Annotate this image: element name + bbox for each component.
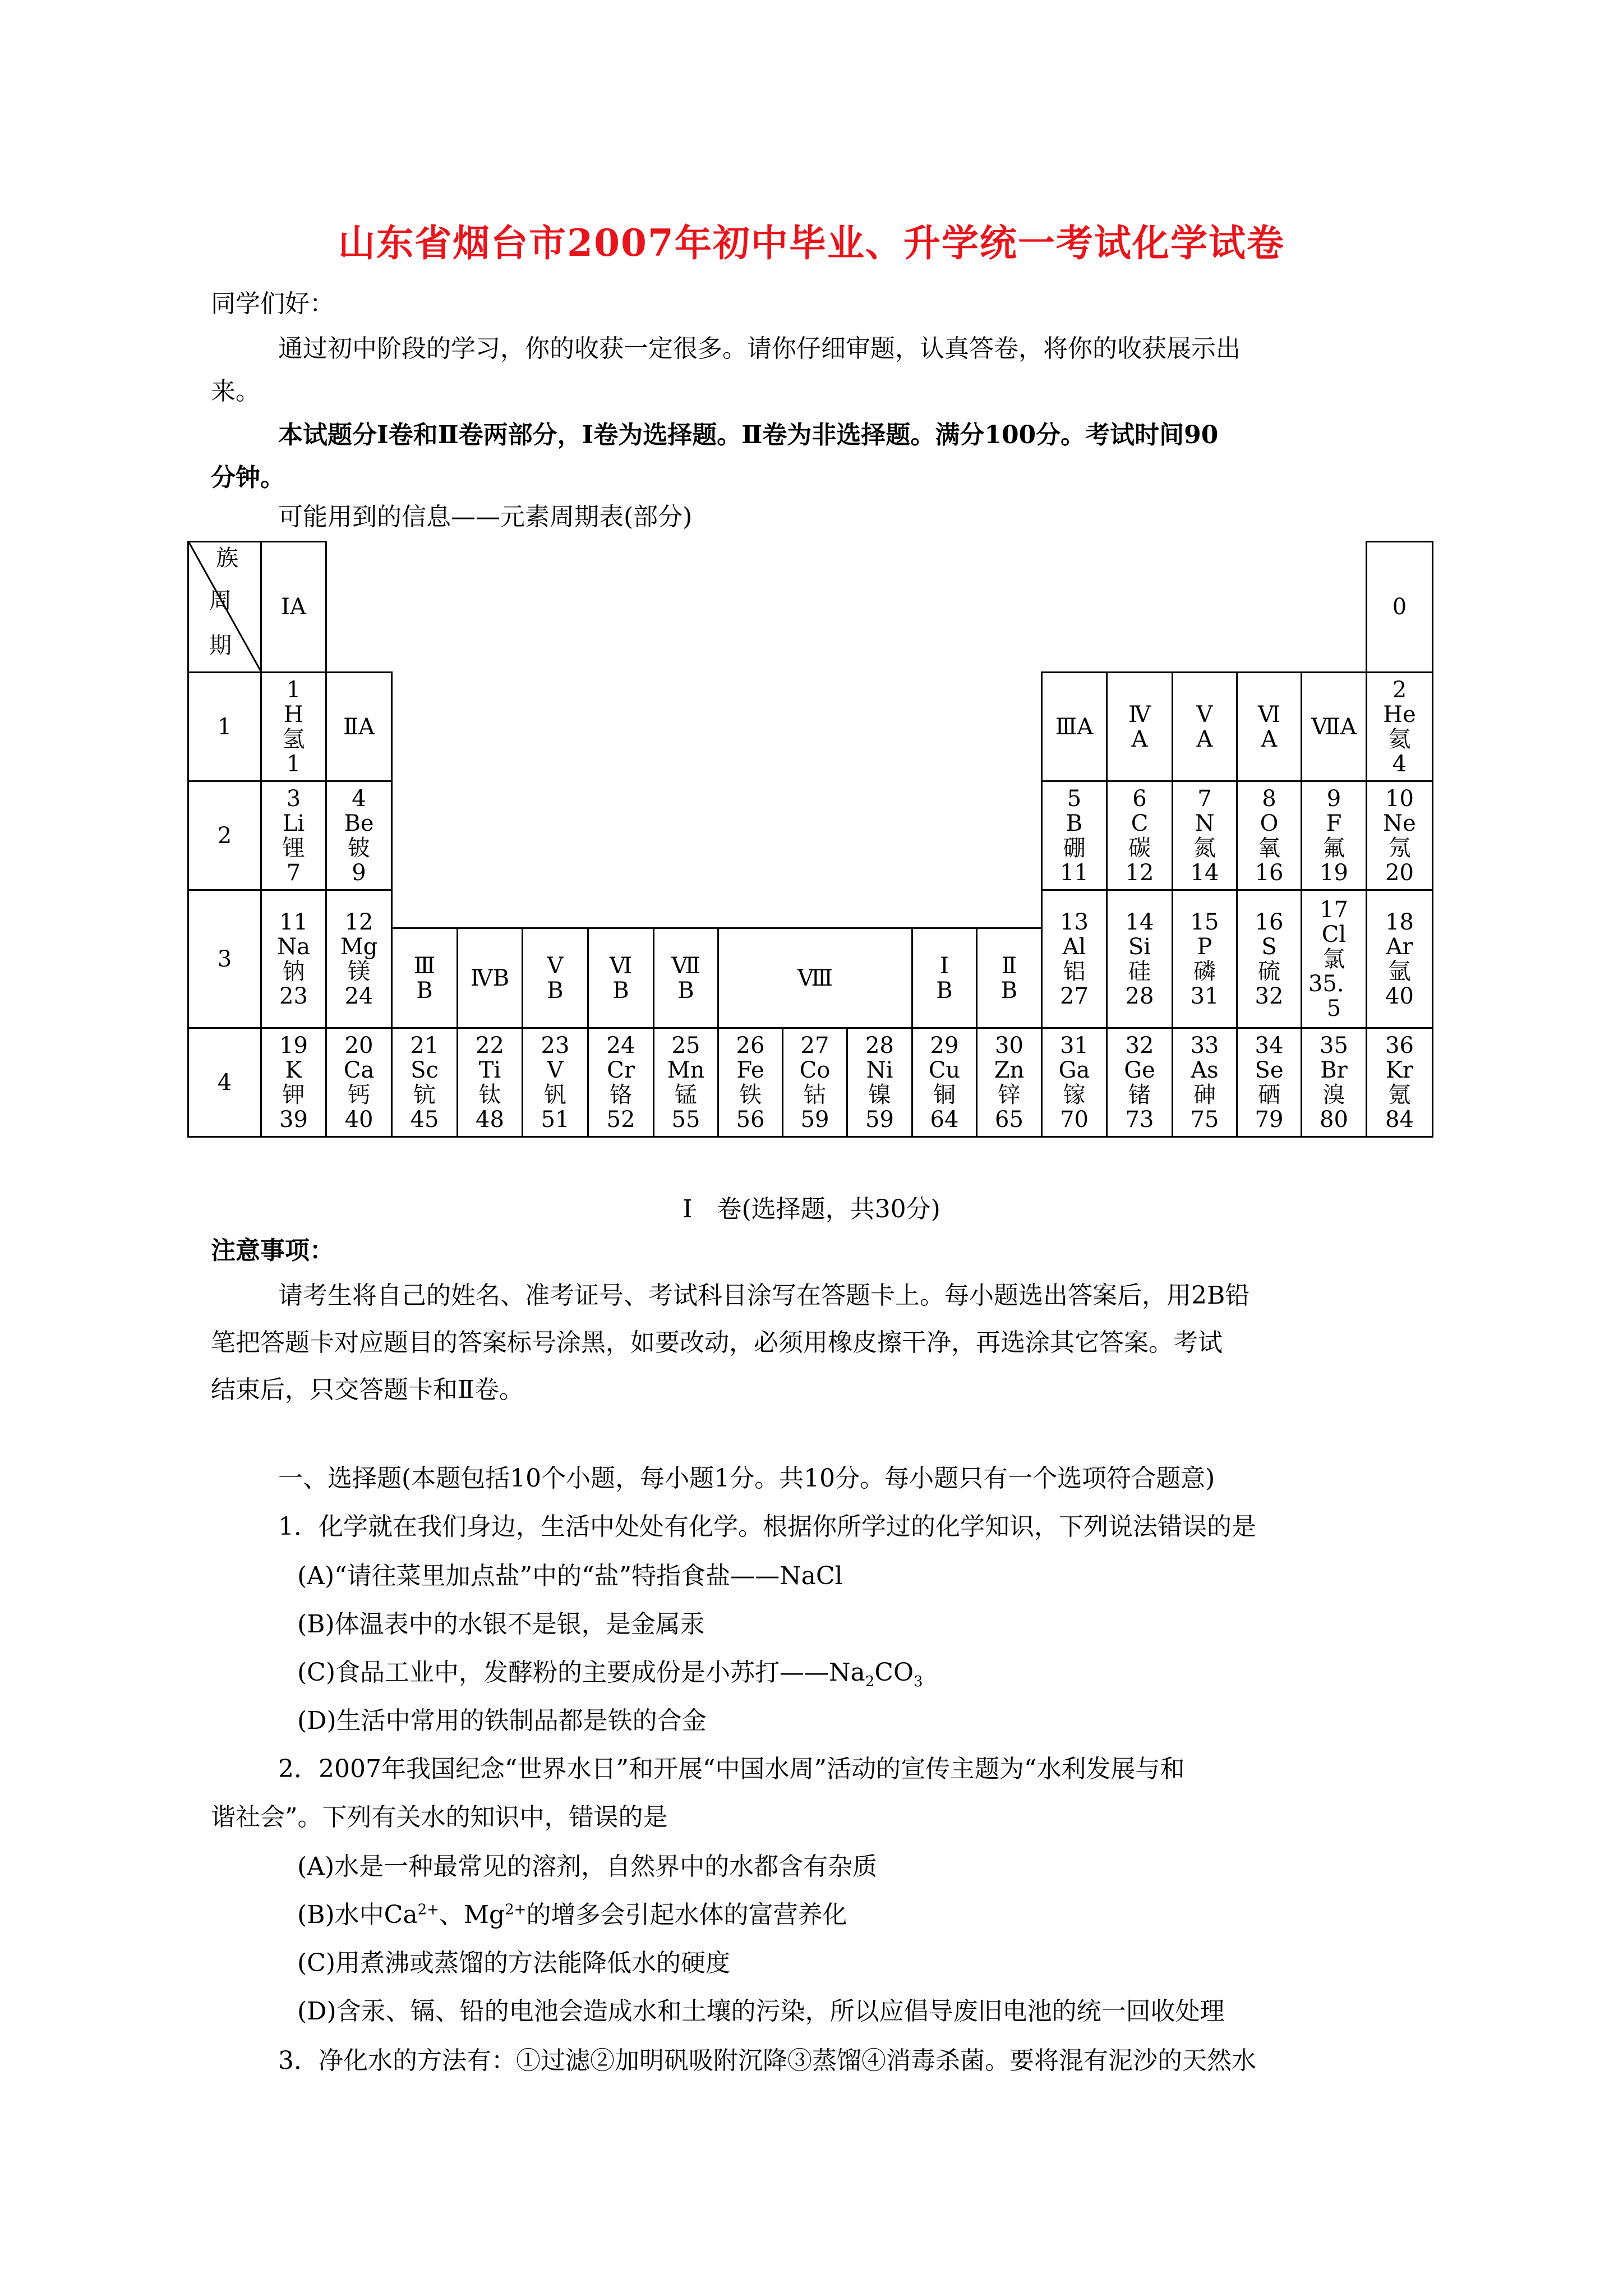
element-number: 12 [344,909,374,935]
element-name: 碳 [1128,835,1151,861]
element-name: 钪 [413,1082,436,1108]
element-Ge [1107,1028,1173,1137]
element-name: 锰 [675,1082,697,1108]
element-Br [1302,1028,1367,1137]
group-VB-header [523,928,588,1028]
intro-line-2: 来。 [211,377,260,406]
group-label: B [547,977,564,1004]
group-IVB-header: ⅣB [458,928,523,1028]
element-mass: 1 [286,751,301,777]
group-VIA-header [1237,673,1302,781]
element-mass: 16 [1255,859,1284,886]
element-S [1237,890,1302,1028]
element-number: 5 [1067,785,1082,812]
element-symbol: Al [1062,933,1086,960]
element-name: 锂 [282,835,305,861]
element-name: 钴 [804,1082,826,1108]
element-number: 11 [279,909,308,935]
element-name: 硅 [1128,958,1151,984]
element-K [261,1028,326,1137]
notes-heading: 注意事项： [211,1236,334,1265]
element-number: 23 [541,1032,570,1059]
element-mass: 31 [1190,983,1219,1009]
notice-line-2: 分钟。 [211,463,285,492]
option-text: CO [874,1658,914,1687]
element-name: 铁 [739,1082,762,1108]
element-mass: 56 [736,1106,765,1133]
element-symbol: Cl [1321,921,1347,947]
element-number: 21 [410,1032,439,1059]
element-Cl [1302,890,1367,1028]
group-IIIB-header [392,928,458,1028]
element-mass: 12 [1125,859,1154,886]
question-2-stem-2: 谐社会”。下列有关水的知识中，错误的是 [211,1803,668,1832]
element-number: 24 [606,1032,635,1059]
element-name: 钠 [282,958,305,984]
group-0-header: 0 [1367,542,1433,673]
group-label: B [416,977,433,1004]
element-number: 10 [1385,785,1414,812]
element-number: 25 [671,1032,700,1059]
subscript: 3 [914,1673,923,1690]
element-mass: 20 [1385,859,1414,886]
element-number: 34 [1255,1032,1284,1059]
element-symbol: Mn [667,1057,705,1083]
group-label: Ⅴ [1196,701,1213,728]
element-mass: 79 [1255,1106,1284,1133]
element-symbol: Na [277,933,310,960]
element-symbol: N [1195,810,1215,836]
element-Cu [912,1028,977,1137]
element-symbol: Cu [928,1057,961,1083]
group-VA-header [1173,673,1237,781]
notes-line-2: 笔把答题卡对应题目的答案标号涂黑，如要改动，必须用橡皮擦干净，再选涂其它答案。考试 [211,1328,1223,1357]
element-mass: 4 [1392,751,1407,777]
element-mass: 84 [1385,1106,1414,1133]
element-number: 26 [736,1032,765,1059]
element-name: 钒 [544,1082,566,1108]
element-As [1173,1028,1237,1137]
element-number: 20 [344,1032,374,1059]
element-number: 33 [1190,1032,1219,1059]
period-2-label: 2 [188,781,261,890]
element-symbol: Ni [866,1057,893,1083]
element-number: 18 [1385,909,1414,935]
element-mass: 40 [1385,983,1414,1009]
element-He [1367,673,1433,781]
superscript: 2+ [505,1901,527,1918]
group-label: Ⅵ [609,953,633,979]
element-symbol: K [285,1057,302,1083]
element-mass: 14 [1190,859,1219,886]
option-text: 的增多会引起水体的富营养化 [526,1901,847,1929]
element-Se [1237,1028,1302,1137]
element-mass: 24 [344,983,374,1009]
element-name: 镓 [1063,1082,1086,1108]
element-mass: 48 [476,1106,504,1133]
question-2-option-b [297,1898,847,1932]
element-name: 锗 [1128,1082,1151,1108]
element-Co [783,1028,847,1137]
group-VIII-header: Ⅷ [718,928,912,1028]
element-Ca [326,1028,392,1137]
element-mass: 7 [286,859,301,886]
group-IVA-header [1107,673,1173,781]
element-number: 1 [286,677,301,703]
group-label: Ⅶ [671,953,700,979]
question-1-option-c [297,1656,923,1690]
group-label: Ⅳ [1128,701,1151,728]
corner-label-zhou: 周 [209,588,232,614]
intro-line-1: 通过初中阶段的学习，你的收获一定很多。请你仔细审题，认真答卷，将你的收获展示出 [278,334,1241,363]
question-2-option-a: (A)水是一种最常见的溶剂，自然界中的水都含有杂质 [297,1852,878,1881]
group-label: Ⅵ [1257,701,1281,728]
element-number: 17 [1320,896,1348,923]
element-name: 氯 [1322,946,1345,972]
element-symbol: Ga [1058,1057,1090,1083]
element-name: 氖 [1388,835,1411,861]
element-name: 铬 [610,1082,632,1108]
element-mass: 9 [352,859,366,886]
element-number: 16 [1255,909,1284,935]
element-mass: 5 [1326,995,1341,1022]
group-label: A [1261,726,1278,752]
group-IA-header: ⅠA [261,542,326,673]
group-label: Ⅰ [940,953,949,979]
element-name: 钛 [478,1082,501,1108]
element-symbol: H [284,701,303,728]
group-IIIA-header: ⅢA [1042,673,1107,781]
element-name: 镁 [348,958,370,984]
element-number: 22 [476,1032,504,1059]
element-number: 14 [1125,909,1154,935]
group-VIB-header [588,928,654,1028]
question-1-option-b: (B)体温表中的水银不是银，是金属汞 [297,1610,705,1639]
element-symbol: Li [282,810,305,836]
group-VIIA-header: ⅦA [1302,673,1367,781]
element-number: 9 [1326,785,1341,812]
option-text: 、Mg [439,1901,505,1929]
group-label: B [612,977,629,1004]
element-name: 溴 [1322,1082,1345,1108]
group-IB-header [912,928,977,1028]
element-N [1173,781,1237,890]
element-name: 氩 [1388,958,1411,984]
element-O [1237,781,1302,890]
group-label: B [936,977,953,1004]
element-name: 磷 [1193,958,1216,984]
element-symbol: Fe [736,1057,764,1083]
element-number: 27 [800,1032,829,1059]
element-mass: 70 [1060,1106,1089,1133]
element-name: 硫 [1258,958,1280,984]
element-Cr [588,1028,654,1137]
element-Ni [847,1028,912,1137]
element-number: 32 [1125,1032,1154,1059]
element-symbol: Ca [343,1057,375,1083]
group-label: Ⅲ [413,953,436,979]
element-symbol: Kr [1385,1057,1413,1083]
element-number: 19 [279,1032,308,1059]
element-Kr [1367,1028,1433,1137]
notes-line-3: 结束后，只交答题卡和Ⅱ卷。 [211,1375,524,1404]
element-symbol: O [1260,810,1279,836]
subscript: 2 [865,1673,875,1690]
element-number: 4 [352,785,366,812]
element-name: 铜 [933,1082,956,1108]
corner-label-qi: 期 [209,633,232,659]
element-Ar [1367,890,1433,1028]
element-name: 砷 [1193,1082,1216,1108]
element-symbol: Ge [1124,1057,1155,1083]
element-Ga [1042,1028,1107,1137]
element-mass: 59 [800,1106,829,1133]
group-label: Ⅱ [1001,953,1017,979]
element-symbol: Si [1128,933,1151,960]
element-mass: 65 [995,1106,1023,1133]
element-Ti [458,1028,523,1137]
element-number: 7 [1197,785,1212,812]
element-number: 29 [930,1032,959,1059]
period-1-label: 1 [188,673,261,781]
question-1-option-a: (A)“请往菜里加点盐”中的“盐”特指食盐——NaCl [297,1562,843,1590]
element-Li [261,781,326,890]
element-Sc [392,1028,458,1137]
element-name: 钾 [282,1082,305,1108]
element-symbol: Ti [478,1057,501,1083]
element-name: 氟 [1322,835,1345,861]
element-symbol: V [547,1057,564,1083]
element-mass: 80 [1320,1106,1348,1133]
element-C [1107,781,1173,890]
option-text: (C)食品工业中，发酵粉的主要成份是小苏打——Na [297,1658,865,1687]
element-mass: 19 [1320,859,1348,886]
element-name: 铍 [348,835,370,861]
element-Zn [977,1028,1042,1137]
element-Mn [654,1028,718,1137]
element-number: 36 [1385,1032,1414,1059]
group-label: B [1000,977,1018,1004]
element-symbol: He [1383,701,1416,728]
element-number: 30 [995,1032,1023,1059]
element-number: 35 [1320,1032,1348,1059]
element-number: 13 [1060,909,1089,935]
element-number: 6 [1132,785,1147,812]
element-Mg [326,890,392,1028]
element-symbol: S [1261,933,1277,960]
element-symbol: Mg [340,933,378,960]
element-mass: 52 [606,1106,635,1133]
element-name: 氢 [282,726,305,752]
element-B [1042,781,1107,890]
element-mass: 64 [930,1106,959,1133]
group-IIA-header: ⅡA [326,673,392,781]
element-number: 31 [1060,1032,1089,1059]
element-number: 3 [286,785,301,812]
element-Be [326,781,392,890]
group-label: B [677,977,694,1004]
element-mass: 23 [279,983,308,1009]
question-1-option-d: (D)生活中常用的铁制品都是铁的合金 [297,1706,707,1735]
question-3-stem: 3．净化水的方法有：①过滤②加明矾吸附沉降③蒸馏④消毒杀菌。要将混有泥沙的天然水 [278,2046,1256,2075]
question-2-option-d: (D)含汞、镉、铅的电池会造成水和土壤的污染，所以应倡导废旧电池的统一回收处理 [297,1997,1225,2026]
element-mass: 45 [410,1106,439,1133]
element-mass: 32 [1255,983,1284,1009]
element-symbol: Se [1255,1057,1284,1083]
element-mass: 40 [344,1106,374,1133]
element-number: 8 [1262,785,1276,812]
page-title: 山东省烟台市2007年初中毕业、升学统一考试化学试卷 [338,221,1285,265]
element-Fe [718,1028,783,1137]
element-symbol: Be [344,810,374,836]
element-mass: 73 [1125,1106,1154,1133]
notes-line-1: 请考生将自己的姓名、准考证号、考试科目涂写在答题卡上。每小题选出答案后，用2B铅 [278,1281,1250,1310]
element-symbol: Sc [411,1057,439,1083]
option-text: (B)水中Ca [297,1901,418,1929]
element-name: 锌 [998,1082,1021,1108]
element-mass: 11 [1060,859,1089,886]
element-symbol: Zn [994,1057,1025,1083]
element-P [1173,890,1237,1028]
group-IIB-header [977,928,1042,1028]
element-symbol: P [1197,933,1212,960]
element-symbol: Ar [1386,933,1413,960]
element-name: 钙 [348,1082,370,1108]
group-label: A [1131,726,1148,752]
question-2-option-c: (C)用煮沸或蒸馏的方法能降低水的硬度 [297,1949,730,1977]
question-1-stem: 1．化学就在我们身边，生活中处处有化学。根据你所学过的化学知识，下列说法错误的是 [278,1512,1256,1541]
element-mass: 39 [279,1106,308,1133]
element-number: 2 [1392,677,1407,703]
element-symbol: F [1326,810,1342,836]
element-mass: 51 [541,1106,570,1133]
table-caption: 可能用到的信息——元素周期表(部分) [278,503,693,531]
element-Na [261,890,326,1028]
element-symbol: B [1066,810,1083,836]
periodic-table [187,541,1433,1138]
element-Ne [1367,781,1433,890]
part-1-heading: 一、选择题(本题包括10个小题，每小题1分。共10分。每小题只有一个选项符合题意) [278,1464,1215,1493]
element-name: 氦 [1388,726,1411,752]
element-mass: 28 [1125,983,1154,1009]
element-symbol: As [1191,1057,1219,1083]
element-name: 硒 [1258,1082,1280,1108]
element-name: 氧 [1258,835,1280,861]
group-label: Ⅴ [547,953,564,979]
element-symbol: Cr [607,1057,635,1083]
period-3-label: 3 [188,890,261,1028]
element-Al [1042,890,1107,1028]
section-1-heading: Ⅰ 卷(选择题，共30分) [683,1195,940,1223]
element-name: 氪 [1388,1082,1411,1108]
element-number: 15 [1190,909,1219,935]
element-number: 28 [865,1032,894,1059]
element-name: 镍 [868,1082,891,1108]
element-mass: 27 [1060,983,1089,1009]
element-name: 硼 [1063,835,1086,861]
element-H [261,673,326,781]
element-name: 氮 [1193,835,1216,861]
element-Si [1107,890,1173,1028]
element-F [1302,781,1367,890]
table-corner-header [188,542,261,673]
element-mass: 59 [865,1106,894,1133]
group-VIIB-header [654,928,718,1028]
greeting: 同学们好： [211,289,334,318]
group-label: A [1196,726,1213,752]
element-name: 铝 [1063,958,1086,984]
element-symbol: C [1131,810,1149,836]
element-symbol: Br [1320,1057,1348,1083]
element-mass: 35． [1308,970,1359,997]
element-symbol: Co [799,1057,831,1083]
element-mass: 75 [1190,1106,1219,1133]
element-symbol: Ne [1383,810,1416,836]
corner-label-zu: 族 [216,545,238,571]
question-2-stem-1: 2．2007年我国纪念“世界水日”和开展“中国水周”活动的宣传主题为“水利发展与和 [278,1755,1185,1783]
element-V [523,1028,588,1137]
element-mass: 55 [671,1106,700,1133]
superscript: 2+ [417,1901,439,1918]
notice-line-1: 本试题分Ⅰ卷和Ⅱ卷两部分，Ⅰ卷为选择题。Ⅱ卷为非选择题。满分100分。考试时间90 [278,421,1219,449]
period-4-label: 4 [188,1028,261,1137]
